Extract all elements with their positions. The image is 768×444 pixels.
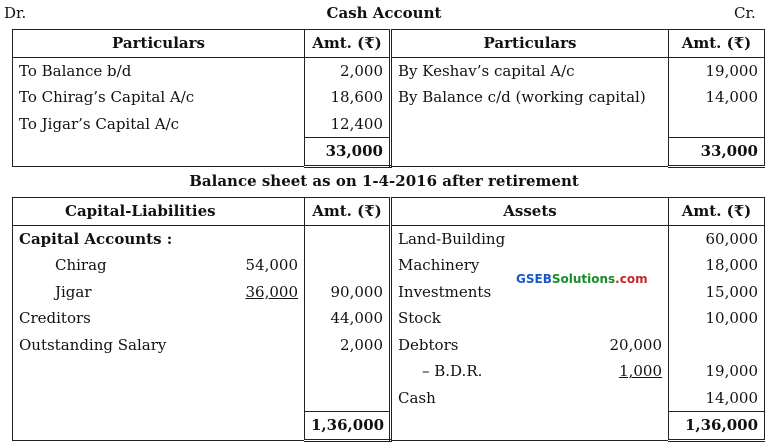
debit-entry-amount: 12,400 bbox=[305, 111, 391, 138]
table-row bbox=[13, 111, 765, 138]
watermark-part: GSEB bbox=[516, 272, 552, 286]
empty-cell bbox=[305, 385, 391, 412]
table-row bbox=[13, 57, 765, 84]
asset-label: Stock bbox=[398, 309, 441, 328]
debit-entry-label: To Jigar’s Capital A/c bbox=[13, 111, 305, 138]
debtors-amount: 20,000 bbox=[585, 332, 669, 359]
credit-entry-amount: 14,000 bbox=[669, 84, 765, 111]
total-amount-right: 1,36,000 bbox=[669, 412, 765, 441]
liability-label: Creditors bbox=[13, 305, 223, 332]
cash-account-title: Cash Account bbox=[326, 4, 442, 22]
col-header-amount: Amt. (₹) bbox=[669, 198, 765, 226]
asset-label: Machinery bbox=[398, 256, 480, 275]
col-header-liabilities: Capital-Liabilities bbox=[13, 198, 305, 226]
partner-label: Chirag bbox=[13, 252, 223, 279]
credit-entry-label: By Keshav’s capital A/c bbox=[391, 57, 669, 84]
watermark-part: Solutions bbox=[551, 272, 616, 286]
balance-sheet-table bbox=[12, 197, 765, 442]
liability-label: Outstanding Salary bbox=[13, 332, 223, 359]
empty-cell bbox=[669, 332, 765, 359]
asset-label: Land-Building bbox=[398, 229, 506, 248]
asset-amount: 19,000 bbox=[669, 358, 765, 385]
debit-entry-amount: 2,000 bbox=[305, 57, 391, 84]
credit-entry-amount: 19,000 bbox=[669, 57, 765, 84]
table-row bbox=[13, 252, 765, 279]
total-row bbox=[13, 138, 765, 167]
empty-cell bbox=[391, 111, 669, 138]
credit-entry-label: By Balance c/d (working capital) bbox=[391, 84, 669, 111]
partner-amount bbox=[223, 279, 305, 306]
capital-accounts-heading: Capital Accounts : bbox=[13, 225, 223, 252]
debit-entry-amount: 18,600 bbox=[305, 84, 391, 111]
empty-cell bbox=[585, 412, 669, 441]
empty-cell bbox=[223, 385, 305, 412]
asset-label: Cash bbox=[398, 389, 436, 407]
empty-cell bbox=[13, 358, 223, 385]
partner-label: Jigar bbox=[13, 279, 223, 306]
asset-label: Debtors bbox=[398, 335, 459, 354]
bdr-amount bbox=[585, 358, 669, 385]
empty-cell bbox=[223, 332, 305, 359]
col-header-assets: Assets bbox=[391, 198, 669, 226]
empty-cell bbox=[13, 385, 223, 412]
asset-amount: 60,000 bbox=[669, 225, 765, 252]
table-row bbox=[13, 305, 765, 332]
empty-cell bbox=[223, 305, 305, 332]
dr-label: Dr. bbox=[4, 4, 27, 22]
bdr-amount-value: 1,000 bbox=[619, 362, 663, 381]
col-header-particulars: Particulars bbox=[391, 30, 669, 58]
total-amount-left: 33,000 bbox=[305, 138, 391, 167]
empty-cell bbox=[305, 225, 391, 252]
table-row bbox=[13, 358, 765, 385]
empty-cell bbox=[223, 225, 305, 252]
liability-amount: 44,000 bbox=[305, 305, 391, 332]
table-row bbox=[13, 332, 765, 359]
empty-cell bbox=[391, 138, 669, 167]
watermark-part: .com bbox=[615, 272, 648, 286]
asset-amount: 10,000 bbox=[669, 305, 765, 332]
empty-cell bbox=[305, 252, 391, 279]
total-row bbox=[13, 412, 765, 441]
empty-cell bbox=[223, 358, 305, 385]
col-header-amount: Amt. (₹) bbox=[669, 30, 765, 58]
col-header-amount: Amt. (₹) bbox=[305, 30, 391, 58]
asset-label: Investments bbox=[398, 282, 492, 301]
cr-label: Cr. bbox=[734, 4, 756, 22]
cash-account-table bbox=[12, 29, 765, 168]
col-header-particulars: Particulars bbox=[13, 30, 305, 58]
empty-cell bbox=[669, 111, 765, 138]
capital-total: 90,000 bbox=[305, 279, 391, 306]
table-row bbox=[13, 225, 765, 252]
empty-cell bbox=[223, 412, 305, 441]
asset-label: – B.D.R. bbox=[422, 362, 483, 381]
table-row bbox=[13, 385, 765, 412]
empty-cell bbox=[305, 358, 391, 385]
table-row bbox=[13, 84, 765, 111]
empty-cell bbox=[13, 138, 305, 167]
empty-cell bbox=[585, 385, 669, 412]
liability-amount: 2,000 bbox=[305, 332, 391, 359]
empty-cell bbox=[391, 412, 585, 441]
partner-amount: 54,000 bbox=[223, 252, 305, 279]
empty-cell bbox=[13, 412, 223, 441]
asset-amount: 18,000 bbox=[669, 252, 765, 279]
partner-amount-value: 36,000 bbox=[245, 282, 298, 301]
total-amount-left: 1,36,000 bbox=[305, 412, 391, 441]
col-header-amount: Amt. (₹) bbox=[305, 198, 391, 226]
cash-account-header-row bbox=[13, 30, 765, 58]
balance-sheet-title: Balance sheet as on 1-4-2016 after retirement bbox=[189, 172, 579, 190]
asset-amount: 14,000 bbox=[669, 385, 765, 412]
empty-cell bbox=[585, 225, 669, 252]
watermark-logo bbox=[516, 272, 648, 286]
table-row bbox=[13, 279, 765, 306]
debit-entry-label: To Balance b/d bbox=[13, 57, 305, 84]
balance-sheet-header-row bbox=[13, 198, 765, 226]
asset-amount: 15,000 bbox=[669, 279, 765, 306]
total-amount-right: 33,000 bbox=[669, 138, 765, 167]
empty-cell bbox=[585, 305, 669, 332]
debit-entry-label: To Chirag’s Capital A/c bbox=[13, 84, 305, 111]
